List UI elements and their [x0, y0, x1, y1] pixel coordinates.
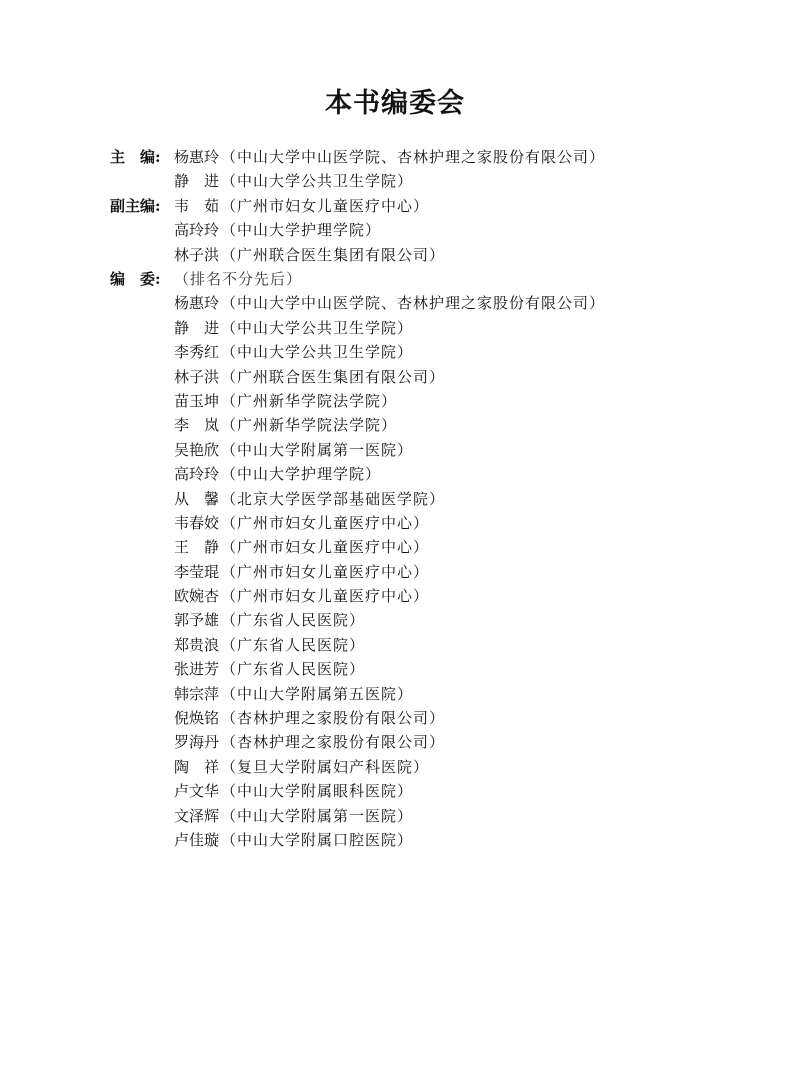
list-item: [110, 243, 445, 267]
member-name: 卢佳璇: [174, 830, 220, 849]
role-label: 主 编:: [110, 148, 161, 166]
member-name: 李莹琨: [174, 562, 220, 581]
page-title: 本书编委会: [325, 88, 465, 119]
member-affiliation: （广州市妇女儿童医疗中心）: [221, 197, 430, 215]
deputy-editors-section: [110, 194, 445, 267]
member-affiliation: （北京大学医学部基础医学院）: [221, 489, 446, 508]
list-item: [110, 462, 605, 486]
list-item: [110, 218, 445, 242]
committee-header: [110, 267, 605, 291]
list-item: [110, 438, 605, 462]
member-name: 李秀红: [174, 343, 220, 362]
member-name: 韦 茹: [174, 197, 220, 215]
list-item: [110, 706, 605, 730]
member-name: 吴艳欣: [174, 440, 220, 459]
list-item: [110, 584, 605, 608]
list-item: [110, 682, 605, 706]
member-name: 从 馨: [174, 489, 220, 508]
member-affiliation: （广东省人民医院）: [221, 660, 366, 679]
member-affiliation: （广州市妇女儿童医疗中心）: [221, 562, 430, 581]
list-item: [110, 340, 605, 364]
member-affiliation: （中山大学公共卫生学院）: [221, 172, 414, 191]
list-item: [110, 755, 605, 779]
list-item: [110, 730, 605, 754]
role-label: 编 委:: [110, 270, 161, 288]
member-affiliation: （广州新华学院法学院）: [221, 416, 398, 435]
member-name: 高玲玲: [174, 465, 220, 484]
member-name: 罗海丹: [174, 733, 220, 752]
member-name: 韩宗萍: [174, 684, 220, 703]
member-affiliation: （杏林护理之家股份有限公司）: [221, 709, 446, 728]
member-name: 欧婉杏: [174, 587, 220, 606]
member-affiliation: （杏林护理之家股份有限公司）: [221, 733, 446, 752]
member-name: 静 进: [174, 318, 220, 337]
member-affiliation: （中山大学中山医学院、杏林护理之家股份有限公司）: [221, 148, 606, 166]
list-item: [110, 389, 605, 413]
member-affiliation: （广州新华学院法学院）: [221, 391, 398, 410]
member-name: 李 岚: [174, 416, 220, 435]
member-affiliation: （广东省人民医院）: [221, 611, 366, 630]
list-item: [110, 169, 605, 193]
member-affiliation: （中山大学附属眼科医院）: [221, 782, 414, 801]
list-item: [110, 194, 445, 218]
committee-section: [110, 267, 605, 852]
committee-member-list: [110, 291, 605, 852]
list-item: [110, 779, 605, 803]
member-name: 郑贵浪: [174, 635, 220, 654]
list-item: [110, 535, 605, 559]
member-name: 张进芳: [174, 660, 220, 679]
member-affiliation: （广州联合医生集团有限公司）: [221, 245, 446, 264]
list-item: [110, 413, 605, 437]
member-affiliation: （中山大学护理学院）: [221, 221, 382, 240]
member-name: 高玲玲: [174, 221, 220, 240]
member-affiliation: （中山大学附属第一医院）: [221, 806, 414, 825]
list-item: [110, 657, 605, 681]
role-label: 副主编:: [110, 197, 161, 215]
list-item: [110, 511, 605, 535]
chief-editors-section: [110, 145, 605, 194]
member-affiliation: （中山大学公共卫生学院）: [221, 318, 414, 337]
member-name: 杨惠玲: [174, 294, 220, 313]
member-affiliation: （中山大学公共卫生学院）: [221, 343, 414, 362]
member-name: 林子洪: [174, 245, 220, 264]
member-name: 王 静: [174, 538, 220, 557]
member-name: 杨惠玲: [174, 148, 220, 166]
member-name: 林子洪: [174, 367, 220, 386]
list-item: [110, 365, 605, 389]
list-item: [110, 828, 605, 852]
member-name: 韦春姣: [174, 513, 220, 532]
member-affiliation: （中山大学附属口腔医院）: [221, 830, 414, 849]
list-item: [110, 316, 605, 340]
member-affiliation: （中山大学中山医学院、杏林护理之家股份有限公司）: [221, 294, 606, 313]
ordering-note: （排名不分先后）: [174, 270, 303, 288]
list-item: [110, 145, 605, 169]
list-item: [110, 633, 605, 657]
member-name: 静 进: [174, 172, 220, 191]
member-affiliation: （广州市妇女儿童医疗中心）: [221, 587, 430, 606]
member-name: 文泽辉: [174, 806, 220, 825]
list-item: [110, 804, 605, 828]
list-item: [110, 291, 605, 315]
member-affiliation: （中山大学护理学院）: [221, 465, 382, 484]
member-name: 苗玉坤: [174, 391, 220, 410]
member-affiliation: （中山大学附属第五医院）: [221, 684, 414, 703]
list-item: [110, 560, 605, 584]
list-item: [110, 487, 605, 511]
member-affiliation: （中山大学附属第一医院）: [221, 440, 414, 459]
member-name: 郭予雄: [174, 611, 220, 630]
member-affiliation: （广州市妇女儿童医疗中心）: [221, 538, 430, 557]
member-affiliation: （广州市妇女儿童医疗中心）: [221, 513, 430, 532]
member-affiliation: （广州联合医生集团有限公司）: [221, 367, 446, 386]
member-name: 倪焕铭: [174, 709, 220, 728]
list-item: [110, 608, 605, 632]
member-affiliation: （复旦大学附属妇产科医院）: [221, 757, 430, 776]
member-affiliation: （广东省人民医院）: [221, 635, 366, 654]
member-name: 陶 祥: [174, 757, 220, 776]
member-name: 卢文华: [174, 782, 220, 801]
